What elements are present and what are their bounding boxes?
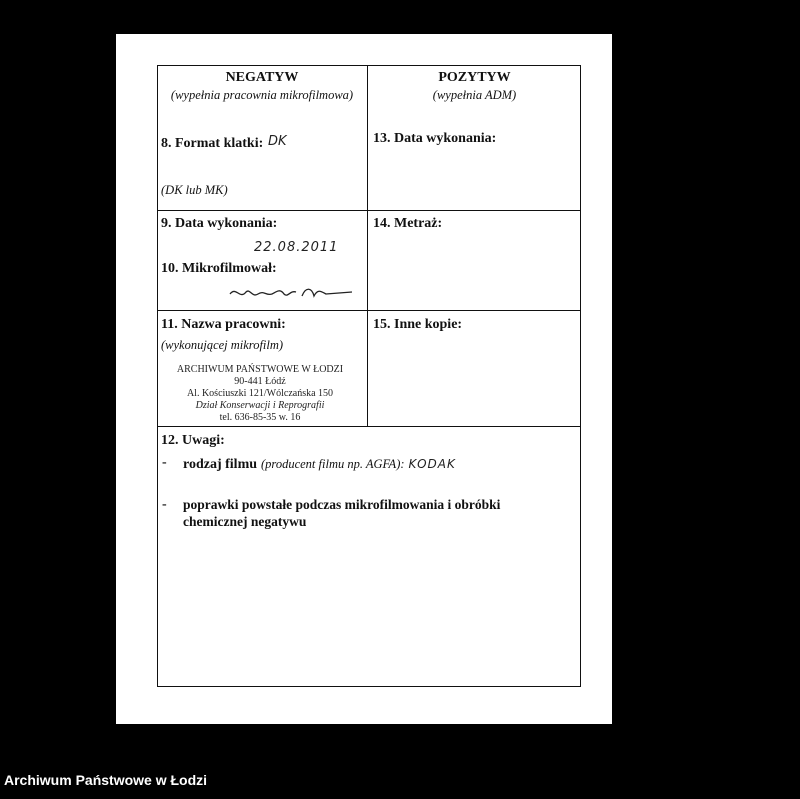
format-klatki-value: DK — [268, 134, 287, 149]
archive-caption: Archiwum Państwowe w Łodzi — [4, 772, 208, 788]
data-wykonania-label: 9. Data wykonania: — [161, 216, 278, 231]
rodzaj-filmu-value: KODAK — [408, 457, 456, 471]
mikrofilmowal-signature — [226, 282, 356, 304]
archive-stamp — [165, 364, 355, 424]
stamp-line: Al. Kościuszki 121/Wólczańska 150 — [186, 388, 334, 399]
pozytyw-title: POZYTYW — [438, 70, 511, 85]
stamp-line: tel. 636-85-35 w. 16 — [219, 412, 301, 423]
inne-kopie-label: 15. Inne kopie: — [373, 317, 463, 332]
negatyw-subtitle: (wypełnia pracownia mikrofilmowa) — [170, 88, 354, 102]
uwagi-item-poprawki-line1: poprawki powstałe podczas mikrofilmowania i obróbki — [183, 497, 501, 512]
data-wykonania-value: 22.08.2011 — [254, 240, 339, 255]
row-divider-1 — [157, 210, 581, 211]
format-klatki-label: 8. Format klatki: — [161, 136, 264, 151]
stamp-line: Dział Konserwacji i Reprografii — [195, 400, 325, 411]
row-divider-2 — [157, 310, 581, 311]
uwagi-item-poprawki-line2: chemicznej negatywu — [183, 514, 307, 529]
metraz-label: 14. Metraż: — [373, 216, 443, 231]
format-klatki-hint: (DK lub MK) — [161, 183, 228, 197]
stamp-line: 90-441 Łódź — [234, 376, 286, 387]
rodzaj-filmu-label: rodzaj filmu — [183, 457, 258, 472]
bullet-dash: - — [162, 497, 167, 512]
producent-filmu-hint: (producent filmu np. AGFA): — [261, 457, 405, 471]
nazwa-pracowni-hint: (wykonującej mikrofilm) — [161, 338, 284, 352]
nazwa-pracowni-label: 11. Nazwa pracowni: — [161, 317, 286, 332]
stamp-line: ARCHIWUM PAŃSTWOWE W ŁODZI — [176, 364, 344, 375]
pozytyw-data-wykonania-label: 13. Data wykonania: — [373, 131, 497, 146]
mikrofilmowal-label: 10. Mikrofilmował: — [161, 261, 277, 276]
uwagi-label: 12. Uwagi: — [161, 433, 225, 448]
negatyw-title: NEGATYW — [225, 70, 299, 85]
row-divider-3 — [157, 426, 581, 427]
pozytyw-subtitle: (wypełnia ADM) — [432, 88, 517, 102]
column-divider — [367, 65, 368, 427]
uwagi-item-film — [183, 455, 456, 473]
bullet-dash: - — [162, 455, 167, 470]
